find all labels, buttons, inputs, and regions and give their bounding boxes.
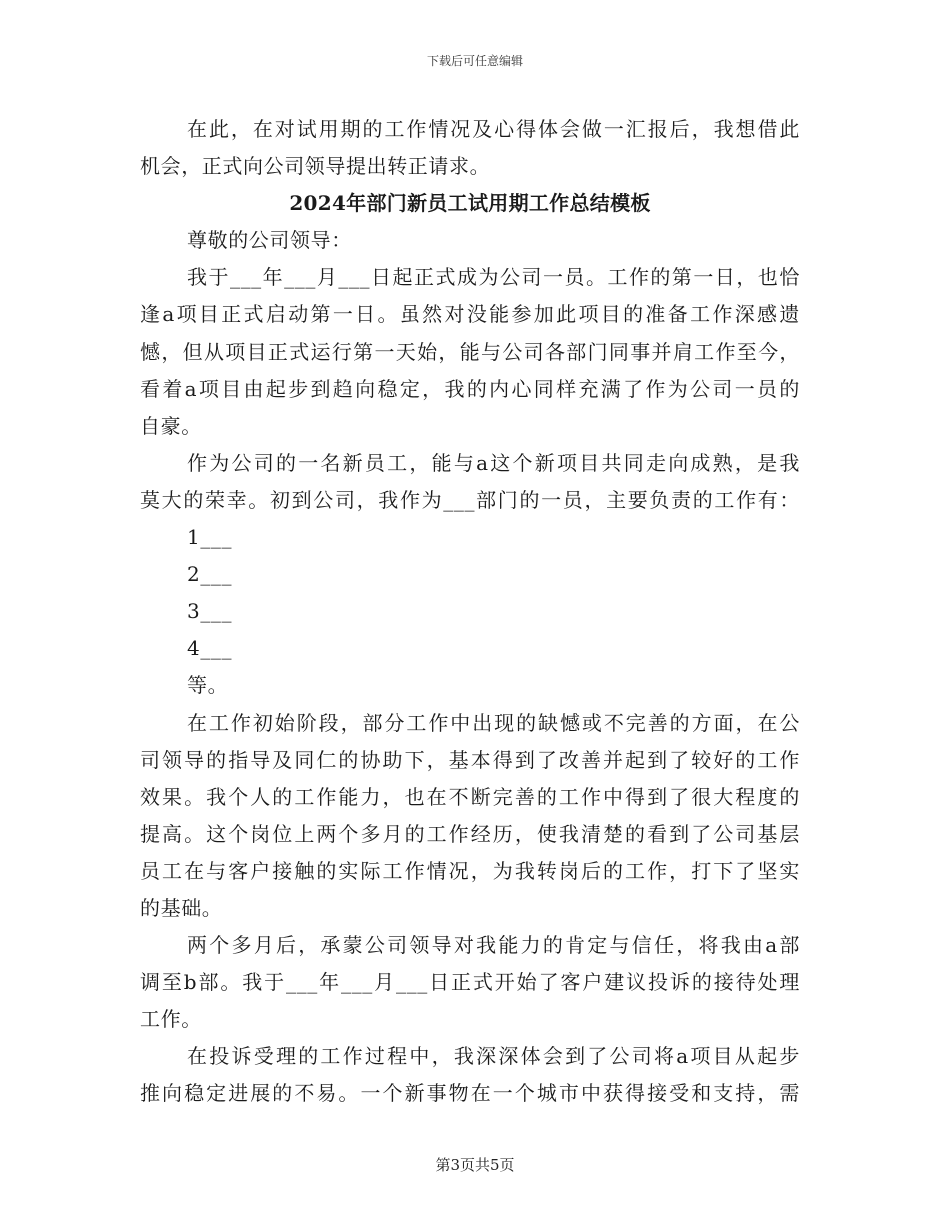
text-line: 在工作初始阶段，部分工作中出现的缺憾或不完善的方面，在公	[187, 710, 800, 735]
document-body	[140, 111, 800, 1113]
text-line: 尊敬的公司领导：	[187, 228, 352, 253]
text-line: 两个多月后，承蒙公司领导对我能力的肯定与信任，将我由a部	[187, 933, 800, 958]
text-line: 莫大的荣幸。初到公司，我作为___部门的一员，主要负责的工作有：	[140, 487, 800, 512]
text-line: 司领导的指导及同仁的协助下，基本得到了改善并起到了较好的工作	[140, 747, 800, 772]
text-line: 在投诉受理的工作过程中，我深深体会到了公司将a项目从起步	[187, 1044, 800, 1069]
text-line: 调至b部。我于___年___月___日正式开始了客户建议投诉的接待处理	[140, 970, 800, 995]
text-line: 憾，但从项目正式运行第一天始，能与公司各部门同事并肩工作至今，	[140, 339, 800, 364]
text-line: 1___	[187, 525, 233, 550]
text-line: 在此，在对试用期的工作情况及心得体会做一汇报后，我想借此	[187, 117, 800, 141]
text-line: 等。	[187, 673, 229, 698]
text-line: 看着a项目由起步到趋向稳定，我的内心同样充满了作为公司一员的	[140, 376, 800, 401]
text-line: 员工在与客户接触的实际工作情况，为我转岗后的工作，打下了坚实	[140, 858, 800, 883]
text-line: 机会，正式向公司领导提出转正请求。	[140, 154, 491, 179]
text-line: 作为公司的一名新员工，能与a这个新项目共同走向成熟，是我	[187, 450, 800, 475]
text-line: 4___	[187, 636, 233, 661]
text-line: 我于___年___月___日起正式成为公司一员。工作的第一日，也恰	[187, 265, 800, 290]
text-line: 的基础。	[140, 895, 223, 920]
page-header: 下载后可任意编辑	[426, 54, 523, 68]
document-title: 2024年部门新员工试用期工作总结模板	[289, 191, 651, 216]
text-line: 推向稳定进展的不易。一个新事物在一个城市中获得接受和支持，需	[140, 1081, 800, 1106]
text-line: 自豪。	[140, 413, 202, 438]
text-line: 效果。我个人的工作能力，也在不断完善的工作中得到了很大程度的	[140, 784, 800, 809]
page-footer: 第3页共5页	[435, 1156, 515, 1174]
text-line: 逢a项目正式启动第一日。虽然对没能参加此项目的准备工作深感遗	[140, 302, 800, 327]
text-line: 工作。	[140, 1007, 202, 1032]
text-line: 2___	[187, 562, 233, 587]
text-line: 3___	[187, 599, 233, 624]
text-line: 提高。这个岗位上两个多月的工作经历，使我清楚的看到了公司基层	[140, 821, 800, 846]
